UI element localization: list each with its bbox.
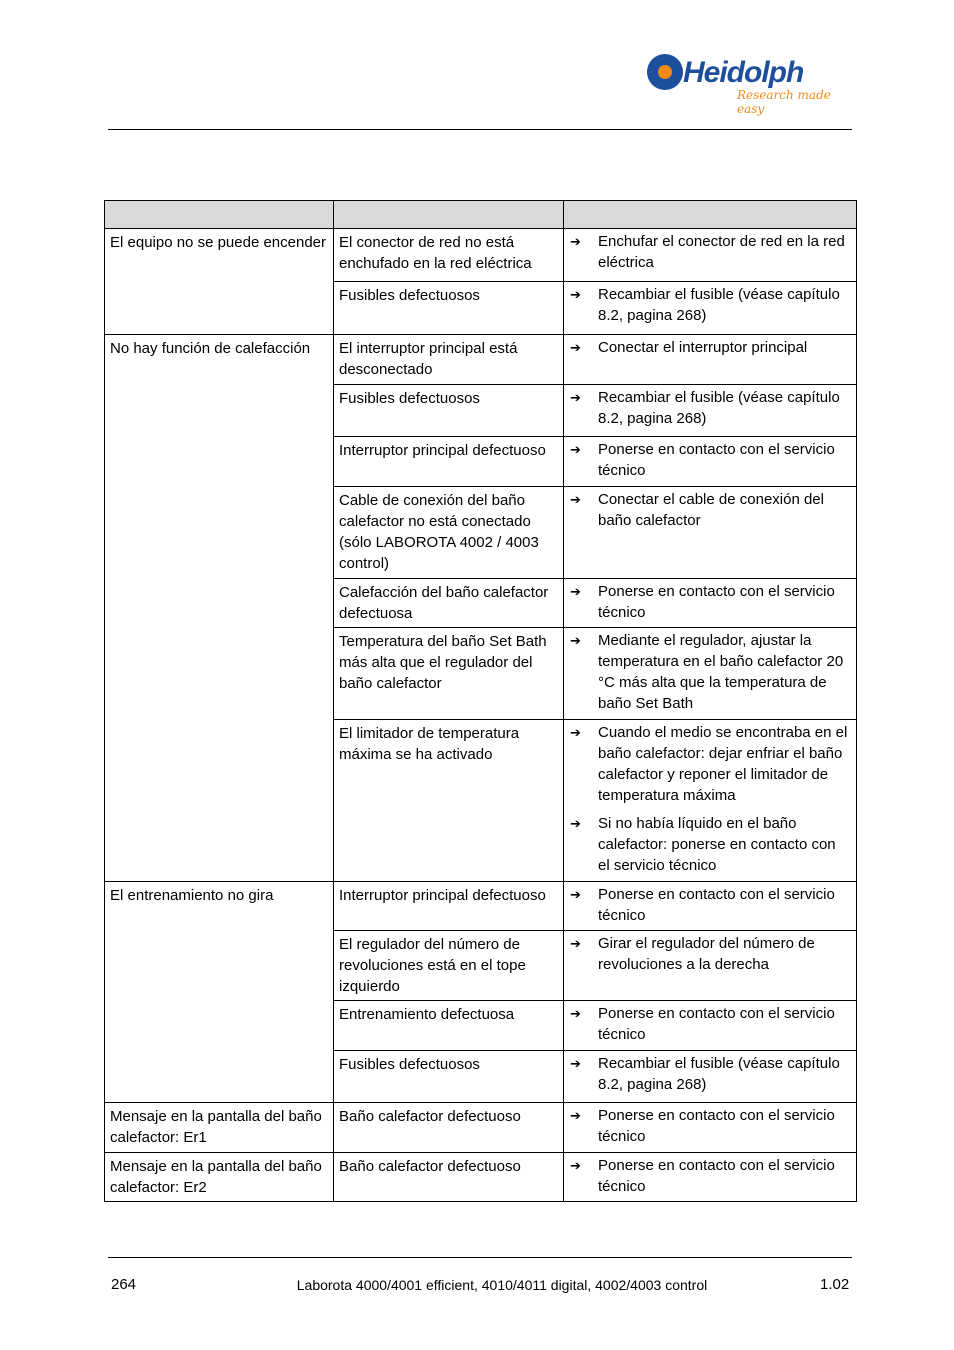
arrow-right-icon: ➔ (570, 340, 581, 355)
cause-cell: Fusibles defectuosos (334, 1051, 564, 1103)
remedy-cell (564, 579, 857, 628)
header-cell-cause (334, 201, 564, 229)
symptom-cell: El equipo no se puede encender (105, 229, 334, 335)
table-row (105, 229, 857, 282)
arrow-right-icon: ➔ (570, 1108, 581, 1123)
remedy-item (570, 489, 850, 531)
symptom-cell: Mensaje en la pantalla del baño calefactor: Er2 (105, 1153, 334, 1202)
remedy-text: Conectar el interruptor principal (598, 339, 808, 356)
arrow-right-icon: ➔ (570, 584, 581, 599)
symptom-cell: Mensaje en la pantalla del baño calefactor: Er1 (105, 1103, 334, 1153)
cause-cell: El limitador de temperatura máxima se ha activado (334, 720, 564, 882)
remedy-item (570, 231, 850, 273)
arrow-right-icon: ➔ (570, 936, 581, 951)
remedy-cell (564, 282, 857, 335)
remedy-text: Recambiar el fusible (véase capítulo 8.2, pagina 268) (598, 389, 840, 427)
remedy-item (570, 1105, 850, 1147)
table-row (105, 1153, 857, 1202)
remedy-text: Ponerse en contacto con el servicio técnico (598, 886, 835, 924)
cause-cell: Interruptor principal defectuoso (334, 882, 564, 931)
remedy-text: Conectar el cable de conexión del baño calefactor (598, 491, 824, 529)
arrow-right-icon: ➔ (570, 1056, 581, 1071)
remedy-cell (564, 487, 857, 579)
footer-title: Laborota 4000/4001 efficient, 4010/4011 digital, 4002/4003 control (296, 1277, 708, 1293)
logo-emblem (647, 54, 683, 90)
remedy-text: Ponerse en contacto con el servicio técnico (598, 1107, 835, 1145)
arrow-right-icon: ➔ (570, 725, 581, 740)
arrow-right-icon: ➔ (570, 390, 581, 405)
table-row (105, 1103, 857, 1153)
cause-cell: Fusibles defectuosos (334, 282, 564, 335)
cause-cell: Temperatura del baño Set Bath más alta que el regulador del baño calefactor (334, 628, 564, 720)
logo-dot (658, 65, 672, 79)
header-cell-symptom (105, 201, 334, 229)
cause-cell: Interruptor principal defectuoso (334, 437, 564, 487)
arrow-right-icon: ➔ (570, 816, 581, 831)
document-version: 1.02 (820, 1276, 850, 1293)
cause-cell: El interruptor principal está desconectado (334, 335, 564, 385)
remedy-item (570, 933, 850, 975)
remedy-cell (564, 385, 857, 437)
arrow-right-icon: ➔ (570, 887, 581, 902)
remedy-item (570, 439, 850, 481)
remedy-text: Recambiar el fusible (véase capítulo 8.2, pagina 268) (598, 1055, 840, 1093)
remedy-cell (564, 1103, 857, 1153)
remedy-cell (564, 1051, 857, 1103)
remedy-cell (564, 335, 857, 385)
footer-rule (108, 1257, 852, 1258)
remedy-item (570, 387, 850, 429)
table-body (105, 229, 857, 1202)
remedy-text: Ponerse en contacto con el servicio técnico (598, 583, 835, 621)
arrow-right-icon: ➔ (570, 633, 581, 648)
logo-brand: Heidolph (683, 56, 804, 89)
cause-cell: Cable de conexión del baño calefactor no está conectado (sólo LABOROTA 4002 / 4003 control) (334, 487, 564, 579)
remedy-item (570, 1003, 850, 1045)
arrow-right-icon: ➔ (570, 1158, 581, 1173)
remedy-text: Recambiar el fusible (véase capítulo 8.2, pagina 268) (598, 286, 840, 324)
remedy-item (570, 1155, 850, 1197)
page-number: 264 (111, 1276, 137, 1293)
heidolph-logo (645, 52, 857, 114)
header-cell-remedy (564, 201, 857, 229)
remedy-text: Mediante el regulador, ajustar la temperatura en el baño calefactor 20 °C más alta que la temperatura de baño Set Bath (598, 632, 844, 712)
table-row (105, 335, 857, 385)
remedy-item (570, 284, 850, 326)
remedy-cell (564, 931, 857, 1001)
cause-cell: Calefacción del baño calefactor defectuosa (334, 579, 564, 628)
troubleshooting-table (104, 200, 857, 1202)
remedy-item (570, 1053, 850, 1095)
remedy-item (570, 722, 850, 806)
remedy-text: Cuando el medio se encontraba en el baño calefactor: dejar enfriar el baño calefactor y reponer el limitador de temperatura máxima (598, 724, 848, 804)
remedy-text: Enchufar el conector de red en la red eléctrica (598, 233, 845, 271)
remedy-cell (564, 720, 857, 882)
arrow-right-icon: ➔ (570, 234, 581, 249)
remedy-cell (564, 437, 857, 487)
arrow-right-icon: ➔ (570, 287, 581, 302)
remedy-cell (564, 1001, 857, 1051)
remedy-cell (564, 628, 857, 720)
remedy-text: Girar el regulador del número de revoluciones a la derecha (598, 935, 815, 973)
arrow-right-icon: ➔ (570, 1006, 581, 1021)
remedy-item (570, 337, 850, 358)
remedy-cell (564, 1153, 857, 1202)
remedy-item (570, 813, 850, 876)
header-rule (108, 129, 852, 130)
remedy-cell (564, 882, 857, 931)
cause-cell: El conector de red no está enchufado en la red eléctrica (334, 229, 564, 282)
symptom-cell: No hay función de calefacción (105, 335, 334, 882)
remedy-item (570, 884, 850, 926)
arrow-right-icon: ➔ (570, 492, 581, 507)
symptom-cell: El entrenamiento no gira (105, 882, 334, 1103)
cause-cell: Entrenamiento defectuosa (334, 1001, 564, 1051)
remedy-text: Ponerse en contacto con el servicio técnico (598, 1157, 835, 1195)
logo-tagline: Research made easy (737, 88, 831, 116)
cause-cell: Baño calefactor defectuoso (334, 1103, 564, 1153)
table-header-row (105, 201, 857, 229)
cause-cell: El regulador del número de revoluciones está en el tope izquierdo (334, 931, 564, 1001)
remedy-item (570, 581, 850, 623)
arrow-right-icon: ➔ (570, 442, 581, 457)
cause-cell: Fusibles defectuosos (334, 385, 564, 437)
remedy-text: Si no había líquido en el baño calefactor: ponerse en contacto con el servicio técnico (598, 815, 836, 874)
remedy-text: Ponerse en contacto con el servicio técnico (598, 441, 835, 479)
remedy-text: Ponerse en contacto con el servicio técnico (598, 1005, 835, 1043)
cause-cell: Baño calefactor defectuoso (334, 1153, 564, 1202)
remedy-item (570, 630, 850, 714)
remedy-cell (564, 229, 857, 282)
table-row (105, 882, 857, 931)
